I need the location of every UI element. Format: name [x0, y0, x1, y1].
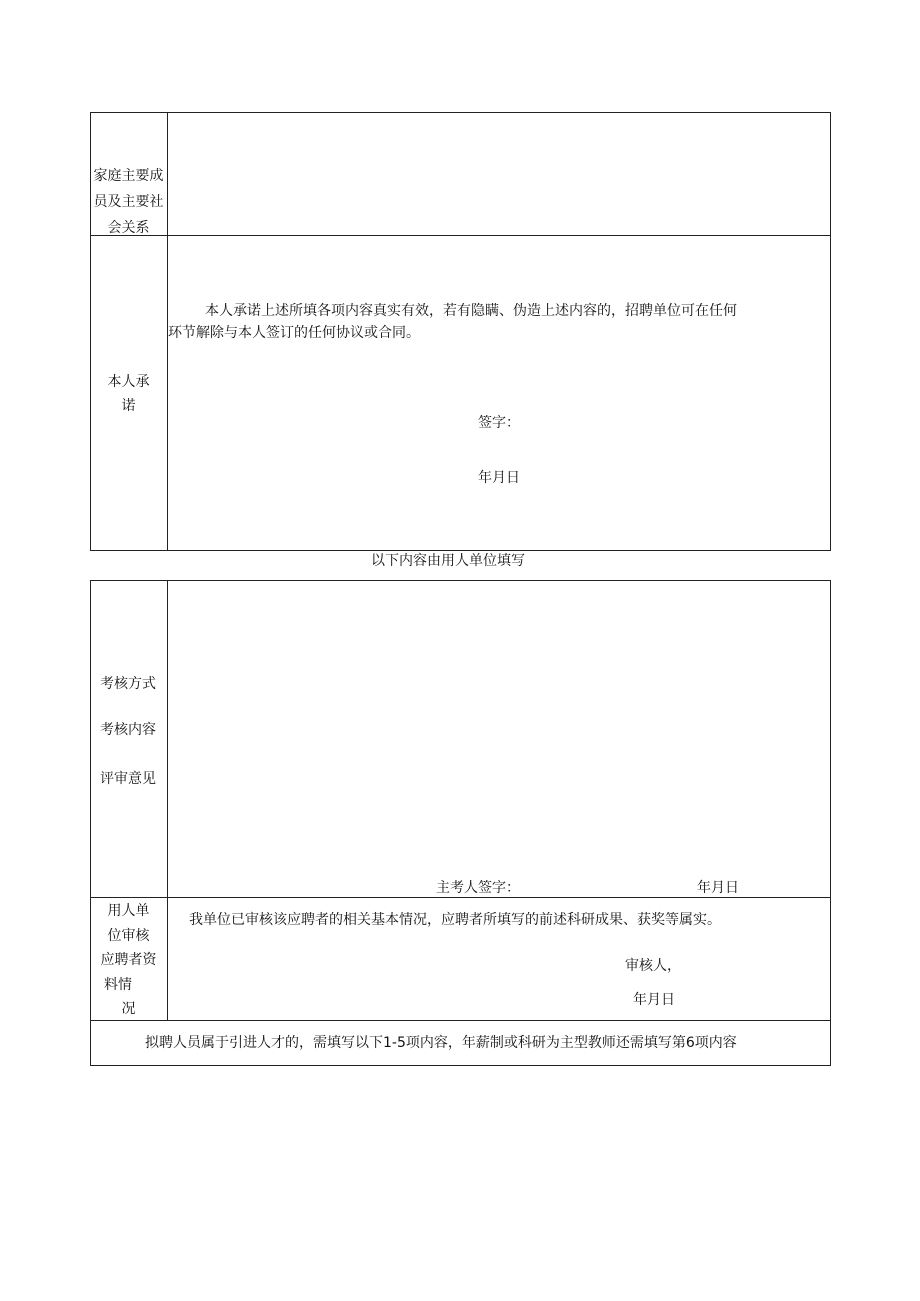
table1-row-divider — [90, 235, 831, 236]
pledge-label: 本人承 诺 — [107, 374, 150, 414]
unit-review-label: 用人单 位审核 应聘者资 料情 况 — [100, 903, 157, 1017]
assessment-field[interactable] — [168, 581, 830, 871]
pledge-text-line2: 环节解除与本人签订的任何协议或合同。 — [168, 325, 420, 341]
table2-row-divider-2 — [90, 1020, 831, 1021]
family-relations-label: 家庭主要成 员及主要社 会关系 — [93, 168, 164, 236]
reviewer-label: 审核人， — [625, 958, 681, 974]
signature-field[interactable] — [522, 410, 722, 434]
family-relations-field[interactable] — [168, 113, 830, 235]
assessment-method-label: 考核方式 — [100, 676, 156, 692]
assessment-content-label: 考核内容 — [100, 722, 156, 738]
signature-label: 签字： — [478, 415, 520, 431]
pledge-text-line1: 本人承诺上述所填各项内容真实有效，若有隐瞒、伪造上述内容的，招聘单位可在任何 — [205, 303, 737, 319]
examiner-date-label: 年月日 — [697, 880, 739, 896]
unit-fill-notice: 以下内容由用人单位填写 — [371, 553, 525, 569]
unit-review-text: 我单位已审核该应聘者的相关基本情况，应聘者所填写的前述科研成果、获奖等属实。 — [189, 912, 721, 928]
talent-fill-note: 拟聘人员属于引进人才的，需填写以下1-5项内容，年薪制或科研为主型教师还需填写第6项内容 — [145, 1035, 737, 1051]
review-opinion-label: 评审意见 — [100, 771, 156, 787]
examiner-signature-label: 主考人签字： — [436, 880, 520, 896]
pledge-date-label: 年月日 — [478, 470, 520, 486]
table2-row-divider-1 — [90, 897, 831, 898]
reviewer-date-label: 年月日 — [633, 992, 675, 1008]
